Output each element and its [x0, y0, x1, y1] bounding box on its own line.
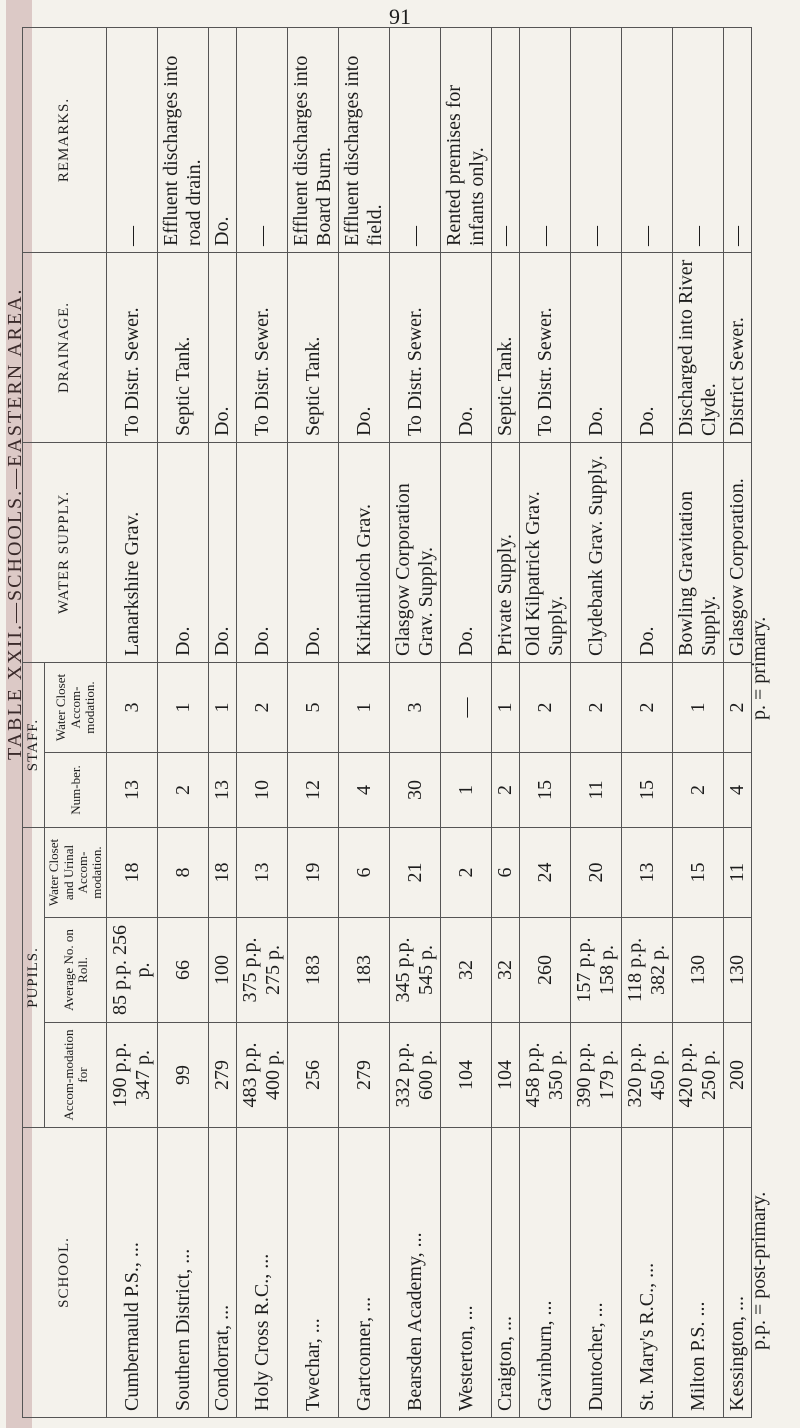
staff-wc-cell: 2	[724, 663, 752, 753]
water-supply-cell: Do.	[237, 443, 288, 663]
staff-number-cell: 13	[107, 753, 158, 828]
water-supply-cell: Kirkintilloch Grav.	[339, 443, 390, 663]
accommodation-cell: 420 p.p. 250 p.	[673, 1023, 724, 1128]
table-body	[107, 28, 752, 1418]
remarks-cell: —	[724, 28, 752, 253]
school-cell: Milton P.S. ...	[673, 1128, 724, 1418]
remarks-cell: —	[571, 28, 622, 253]
accommodation-cell: 256	[288, 1023, 339, 1128]
accommodation-cell: 332 p.p. 600 p.	[390, 1023, 441, 1128]
pupil-wc-cell: 11	[724, 828, 752, 918]
accommodation-cell: 320 p.p. 450 p.	[622, 1023, 673, 1128]
header-drainage: DRAINAGE.	[23, 253, 107, 443]
staff-wc-cell: 1	[158, 663, 209, 753]
staff-number-cell: 12	[288, 753, 339, 828]
remarks-cell: Effluent discharges into field.	[339, 28, 390, 253]
table-row	[158, 28, 209, 1418]
staff-number-cell: 4	[724, 753, 752, 828]
staff-number-cell: 13	[209, 753, 237, 828]
staff-number-cell: 2	[492, 753, 520, 828]
accommodation-cell: 104	[492, 1023, 520, 1128]
pupil-wc-cell: 13	[237, 828, 288, 918]
average-roll-cell: 100	[209, 918, 237, 1023]
drainage-cell: To Distr. Sewer.	[390, 253, 441, 443]
pupil-wc-cell: 21	[390, 828, 441, 918]
table-row	[107, 28, 158, 1418]
remarks-cell: —	[237, 28, 288, 253]
drainage-cell: Septic Tank.	[288, 253, 339, 443]
pupil-wc-cell: 6	[339, 828, 390, 918]
remarks-cell: —	[390, 28, 441, 253]
staff-wc-cell: 5	[288, 663, 339, 753]
school-cell: Craigton, ...	[492, 1128, 520, 1418]
school-cell: Cumbernauld P.S., ...	[107, 1128, 158, 1418]
accommodation-cell: 104	[441, 1023, 492, 1128]
water-supply-cell: Do.	[622, 443, 673, 663]
school-cell: Westerton, ...	[441, 1128, 492, 1418]
staff-number-cell: 4	[339, 753, 390, 828]
table-row	[288, 28, 339, 1418]
side-title: TABLE XXII.—SCHOOLS.—EASTERN AREA.	[4, 287, 26, 760]
remarks-cell: Rented premises for infants only.	[441, 28, 492, 253]
pupil-wc-cell: 18	[209, 828, 237, 918]
staff-wc-cell: 2	[520, 663, 571, 753]
header-staff-number: Num-ber.	[45, 753, 107, 828]
schools-table-wrap	[22, 28, 749, 1418]
staff-wc-cell: 2	[622, 663, 673, 753]
drainage-cell: District Sewer.	[724, 253, 752, 443]
average-roll-cell: 32	[492, 918, 520, 1023]
header-remarks: REMARKS.	[23, 28, 107, 253]
drainage-cell: Septic Tank.	[158, 253, 209, 443]
school-cell: Twechar, ...	[288, 1128, 339, 1418]
average-roll-cell: 85 p.p. 256 p.	[107, 918, 158, 1023]
header-pupil-wc: Water Closet and Urinal Accom-modation.	[45, 828, 107, 918]
school-cell: Gavinburn, ...	[520, 1128, 571, 1418]
pupil-wc-cell: 18	[107, 828, 158, 918]
average-roll-cell: 183	[339, 918, 390, 1023]
school-cell: Southern District, ...	[158, 1128, 209, 1418]
school-cell: Gartconner, ...	[339, 1128, 390, 1418]
staff-number-cell: 1	[441, 753, 492, 828]
remarks-cell: Effluent discharges into road drain.	[158, 28, 209, 253]
footnote-primary: p. = primary.	[748, 616, 770, 720]
accommodation-cell: 279	[209, 1023, 237, 1128]
header-pupils: PUPILS.	[23, 828, 45, 1128]
remarks-cell: Effluent discharges into Board Burn.	[288, 28, 339, 253]
water-supply-cell: Old Kilpatrick Grav. Supply.	[520, 443, 571, 663]
pupil-wc-cell: 19	[288, 828, 339, 918]
school-cell: Condorrat, ...	[209, 1128, 237, 1418]
table-row	[441, 28, 492, 1418]
header-staff: STAFF.	[23, 663, 45, 828]
staff-wc-cell: 1	[492, 663, 520, 753]
accommodation-cell: 458 p.p. 350 p.	[520, 1023, 571, 1128]
table-row	[209, 28, 237, 1418]
staff-wc-cell: 2	[571, 663, 622, 753]
drainage-cell: To Distr. Sewer.	[520, 253, 571, 443]
staff-number-cell: 15	[622, 753, 673, 828]
table-row	[622, 28, 673, 1418]
staff-wc-cell: 3	[390, 663, 441, 753]
staff-number-cell: 2	[158, 753, 209, 828]
school-cell: Bearsden Academy, ...	[390, 1128, 441, 1418]
average-roll-cell: 345 p.p. 545 p.	[390, 918, 441, 1023]
pupil-wc-cell: 6	[492, 828, 520, 918]
staff-number-cell: 30	[390, 753, 441, 828]
staff-wc-cell: 2	[237, 663, 288, 753]
staff-number-cell: 2	[673, 753, 724, 828]
staff-number-cell: 15	[520, 753, 571, 828]
remarks-cell: Do.	[209, 28, 237, 253]
schools-table	[22, 27, 752, 1418]
remarks-cell: —	[107, 28, 158, 253]
staff-number-cell: 10	[237, 753, 288, 828]
header-row-1	[23, 28, 45, 1418]
table-row	[390, 28, 441, 1418]
header-average: Average No. on Roll.	[45, 918, 107, 1023]
average-roll-cell: 157 p.p. 158 p.	[571, 918, 622, 1023]
average-roll-cell: 66	[158, 918, 209, 1023]
staff-wc-cell: 1	[673, 663, 724, 753]
header-school: SCHOOL.	[23, 1128, 107, 1418]
pupil-wc-cell: 24	[520, 828, 571, 918]
staff-wc-cell: 3	[107, 663, 158, 753]
remarks-cell: —	[622, 28, 673, 253]
footnote-post-primary: p.p. = post-primary.	[748, 1191, 770, 1350]
average-roll-cell: 32	[441, 918, 492, 1023]
table-row	[571, 28, 622, 1418]
accommodation-cell: 200	[724, 1023, 752, 1128]
page-number: 91	[389, 4, 411, 29]
drainage-cell: Do.	[339, 253, 390, 443]
average-roll-cell: 118 p.p. 382 p.	[622, 918, 673, 1023]
drainage-cell: Do.	[622, 253, 673, 443]
water-supply-cell: Do.	[158, 443, 209, 663]
staff-wc-cell: 1	[339, 663, 390, 753]
water-supply-cell: Glasgow Corporation Grav. Supply.	[390, 443, 441, 663]
remarks-cell: —	[520, 28, 571, 253]
pupil-wc-cell: 15	[673, 828, 724, 918]
school-cell: St. Mary's R.C., ...	[622, 1128, 673, 1418]
pupil-wc-cell: 20	[571, 828, 622, 918]
table-row	[673, 28, 724, 1418]
accommodation-cell: 99	[158, 1023, 209, 1128]
water-supply-cell: Lanarkshire Grav.	[107, 443, 158, 663]
accommodation-cell: 483 p.p. 400 p.	[237, 1023, 288, 1128]
water-supply-cell: Do.	[441, 443, 492, 663]
water-supply-cell: Private Supply.	[492, 443, 520, 663]
header-staff-wc: Water Closet Accom-modation.	[45, 663, 107, 753]
average-roll-cell: 130	[724, 918, 752, 1023]
average-roll-cell: 260	[520, 918, 571, 1023]
drainage-cell: Do.	[571, 253, 622, 443]
accommodation-cell: 390 p.p. 179 p.	[571, 1023, 622, 1128]
remarks-cell: —	[492, 28, 520, 253]
water-supply-cell: Do.	[209, 443, 237, 663]
drainage-cell: Discharged into River Clyde.	[673, 253, 724, 443]
school-cell: Holy Cross R.C., ...	[237, 1128, 288, 1418]
drainage-cell: Septic Tank.	[492, 253, 520, 443]
drainage-cell: To Distr. Sewer.	[237, 253, 288, 443]
table-row	[492, 28, 520, 1418]
average-roll-cell: 183	[288, 918, 339, 1023]
water-supply-cell: Clydebank Grav. Supply.	[571, 443, 622, 663]
pupil-wc-cell: 2	[441, 828, 492, 918]
pupil-wc-cell: 13	[622, 828, 673, 918]
accommodation-cell: 190 p.p. 347 p.	[107, 1023, 158, 1128]
drainage-cell: Do.	[209, 253, 237, 443]
table-row	[339, 28, 390, 1418]
staff-wc-cell: 1	[209, 663, 237, 753]
header-water-supply: WATER SUPPLY.	[23, 443, 107, 663]
accommodation-cell: 279	[339, 1023, 390, 1128]
average-roll-cell: 375 p.p. 275 p.	[237, 918, 288, 1023]
pupil-wc-cell: 8	[158, 828, 209, 918]
water-supply-cell: Bowling Gravitation Supply.	[673, 443, 724, 663]
remarks-cell: —	[673, 28, 724, 253]
water-supply-cell: Glasgow Corporation.	[724, 443, 752, 663]
drainage-cell: To Distr. Sewer.	[107, 253, 158, 443]
school-cell: Kessington, ...	[724, 1128, 752, 1418]
table-row	[520, 28, 571, 1418]
staff-number-cell: 11	[571, 753, 622, 828]
average-roll-cell: 130	[673, 918, 724, 1023]
header-accommodation: Accom-modation for	[45, 1023, 107, 1128]
table-row	[237, 28, 288, 1418]
drainage-cell: Do.	[441, 253, 492, 443]
water-supply-cell: Do.	[288, 443, 339, 663]
school-cell: Duntocher, ...	[571, 1128, 622, 1418]
staff-wc-cell: —	[441, 663, 492, 753]
